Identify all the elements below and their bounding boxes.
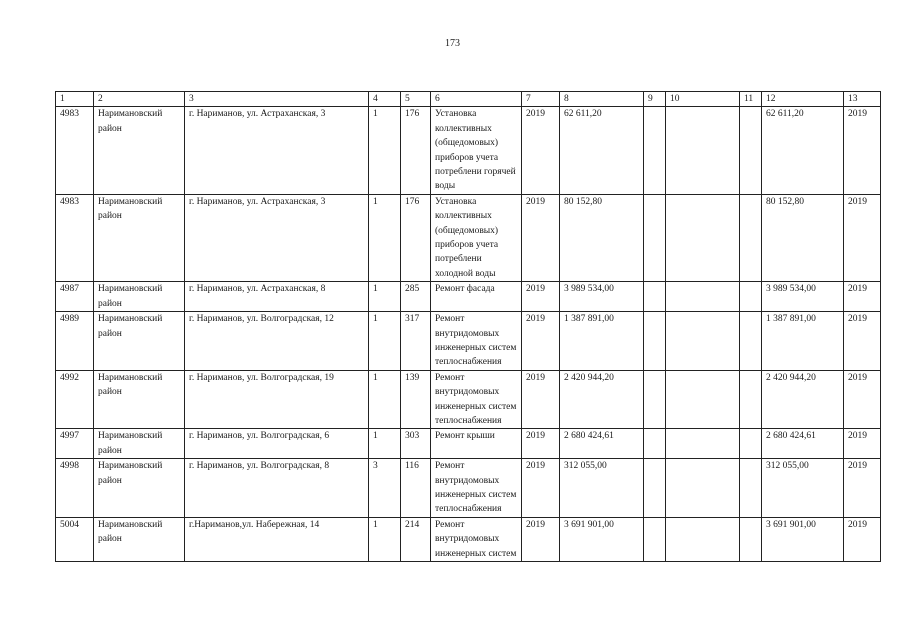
- table-row: [56, 429, 881, 459]
- amount-cell: 3 691 901,00: [560, 517, 644, 561]
- column-9-cell: [644, 429, 666, 459]
- year-cell: 2019: [522, 517, 560, 561]
- work-type-cell: Ремонт внутридомовых инженерных систем теплоснабжения: [431, 459, 522, 518]
- column-10-cell: [666, 312, 740, 371]
- column-11-cell: [740, 107, 762, 194]
- column-9-cell: [644, 194, 666, 281]
- amount-cell: 3 989 534,00: [560, 282, 644, 312]
- district-cell: Наримановский район: [94, 107, 185, 194]
- column-10-cell: [666, 107, 740, 194]
- column-number: 4: [369, 92, 401, 107]
- column-9-cell: [644, 312, 666, 371]
- year-cell: 2019: [522, 312, 560, 371]
- column-11-cell: [740, 194, 762, 281]
- column-number: 9: [644, 92, 666, 107]
- address-cell: г. Нариманов, ул. Волгоградская, 19: [185, 370, 369, 429]
- address-cell: г. Нариманов, ул. Волгоградская, 12: [185, 312, 369, 371]
- column-number: 3: [185, 92, 369, 107]
- column-9-cell: [644, 370, 666, 429]
- record-id: 4987: [56, 282, 94, 312]
- table-row: [56, 107, 881, 194]
- table-row: [56, 370, 881, 429]
- column-4-cell: 1: [369, 194, 401, 281]
- table-row: [56, 517, 881, 561]
- completion-year-cell: 2019: [844, 282, 881, 312]
- completion-year-cell: 2019: [844, 370, 881, 429]
- column-4-cell: 1: [369, 107, 401, 194]
- address-cell: г. Нариманов, ул. Волгоградская, 8: [185, 459, 369, 518]
- work-type-cell: Установка коллективных (общедомовых) приборов учета потреблени холодной воды: [431, 194, 522, 281]
- amount-cell: 80 152,80: [560, 194, 644, 281]
- amount-total-cell: 2 420 944,20: [762, 370, 844, 429]
- column-5-cell: 176: [401, 107, 431, 194]
- column-5-cell: 214: [401, 517, 431, 561]
- year-cell: 2019: [522, 107, 560, 194]
- amount-total-cell: 3 691 901,00: [762, 517, 844, 561]
- column-10-cell: [666, 459, 740, 518]
- column-number: 2: [94, 92, 185, 107]
- column-9-cell: [644, 282, 666, 312]
- column-9-cell: [644, 517, 666, 561]
- completion-year-cell: 2019: [844, 429, 881, 459]
- column-number: 7: [522, 92, 560, 107]
- address-cell: г.Нариманов,ул. Набережная, 14: [185, 517, 369, 561]
- record-id: 4992: [56, 370, 94, 429]
- column-5-cell: 317: [401, 312, 431, 371]
- address-cell: г. Нариманов, ул. Астраханская, 3: [185, 194, 369, 281]
- year-cell: 2019: [522, 194, 560, 281]
- record-id: 5004: [56, 517, 94, 561]
- record-id: 4983: [56, 194, 94, 281]
- amount-total-cell: 312 055,00: [762, 459, 844, 518]
- amount-cell: 2 680 424,61: [560, 429, 644, 459]
- column-number: 10: [666, 92, 740, 107]
- column-11-cell: [740, 282, 762, 312]
- record-id: 4989: [56, 312, 94, 371]
- column-10-cell: [666, 517, 740, 561]
- work-type-cell: Ремонт фасада: [431, 282, 522, 312]
- column-4-cell: 1: [369, 282, 401, 312]
- record-id: 4997: [56, 429, 94, 459]
- column-number: 13: [844, 92, 881, 107]
- amount-cell: 2 420 944,20: [560, 370, 644, 429]
- district-cell: Наримановский район: [94, 370, 185, 429]
- column-number: 12: [762, 92, 844, 107]
- column-5-cell: 285: [401, 282, 431, 312]
- district-cell: Наримановский район: [94, 459, 185, 518]
- work-type-cell: Установка коллективных (общедомовых) приборов учета потреблени горячей воды: [431, 107, 522, 194]
- column-4-cell: 3: [369, 459, 401, 518]
- completion-year-cell: 2019: [844, 107, 881, 194]
- page-number: 173: [445, 38, 460, 49]
- year-cell: 2019: [522, 429, 560, 459]
- column-number: 11: [740, 92, 762, 107]
- record-id: 4998: [56, 459, 94, 518]
- column-number: 6: [431, 92, 522, 107]
- district-cell: Наримановский район: [94, 429, 185, 459]
- register-table: [55, 91, 881, 562]
- column-5-cell: 176: [401, 194, 431, 281]
- column-11-cell: [740, 429, 762, 459]
- column-5-cell: 116: [401, 459, 431, 518]
- column-4-cell: 1: [369, 429, 401, 459]
- table-row: [56, 312, 881, 371]
- column-11-cell: [740, 459, 762, 518]
- amount-total-cell: 62 611,20: [762, 107, 844, 194]
- amount-cell: 62 611,20: [560, 107, 644, 194]
- column-11-cell: [740, 370, 762, 429]
- district-cell: Наримановский район: [94, 312, 185, 371]
- work-type-cell: Ремонт внутридомовых инженерных систем: [431, 517, 522, 561]
- completion-year-cell: 2019: [844, 517, 881, 561]
- amount-cell: 1 387 891,00: [560, 312, 644, 371]
- work-type-cell: Ремонт крыши: [431, 429, 522, 459]
- column-10-cell: [666, 370, 740, 429]
- amount-total-cell: 80 152,80: [762, 194, 844, 281]
- address-cell: г. Нариманов, ул. Астраханская, 8: [185, 282, 369, 312]
- record-id: 4983: [56, 107, 94, 194]
- column-4-cell: 1: [369, 312, 401, 371]
- column-9-cell: [644, 459, 666, 518]
- completion-year-cell: 2019: [844, 459, 881, 518]
- completion-year-cell: 2019: [844, 312, 881, 371]
- completion-year-cell: 2019: [844, 194, 881, 281]
- table-row: [56, 282, 881, 312]
- amount-cell: 312 055,00: [560, 459, 644, 518]
- column-number: 8: [560, 92, 644, 107]
- amount-total-cell: 2 680 424,61: [762, 429, 844, 459]
- district-cell: Наримановский район: [94, 517, 185, 561]
- column-9-cell: [644, 107, 666, 194]
- column-number: 5: [401, 92, 431, 107]
- amount-total-cell: 3 989 534,00: [762, 282, 844, 312]
- work-type-cell: Ремонт внутридомовых инженерных систем теплоснабжения: [431, 370, 522, 429]
- year-cell: 2019: [522, 282, 560, 312]
- district-cell: Наримановский район: [94, 194, 185, 281]
- column-11-cell: [740, 312, 762, 371]
- address-cell: г. Нариманов, ул. Астраханская, 3: [185, 107, 369, 194]
- district-cell: Наримановский район: [94, 282, 185, 312]
- column-5-cell: 139: [401, 370, 431, 429]
- column-number: 1: [56, 92, 94, 107]
- column-10-cell: [666, 429, 740, 459]
- year-cell: 2019: [522, 459, 560, 518]
- amount-total-cell: 1 387 891,00: [762, 312, 844, 371]
- column-11-cell: [740, 517, 762, 561]
- column-4-cell: 1: [369, 370, 401, 429]
- column-10-cell: [666, 282, 740, 312]
- work-type-cell: Ремонт внутридомовых инженерных систем теплоснабжения: [431, 312, 522, 371]
- year-cell: 2019: [522, 370, 560, 429]
- column-4-cell: 1: [369, 517, 401, 561]
- address-cell: г. Нариманов, ул. Волгоградская, 6: [185, 429, 369, 459]
- table-row: [56, 459, 881, 518]
- column-10-cell: [666, 194, 740, 281]
- column-number-row: [56, 92, 881, 107]
- column-5-cell: 303: [401, 429, 431, 459]
- table-row: [56, 194, 881, 281]
